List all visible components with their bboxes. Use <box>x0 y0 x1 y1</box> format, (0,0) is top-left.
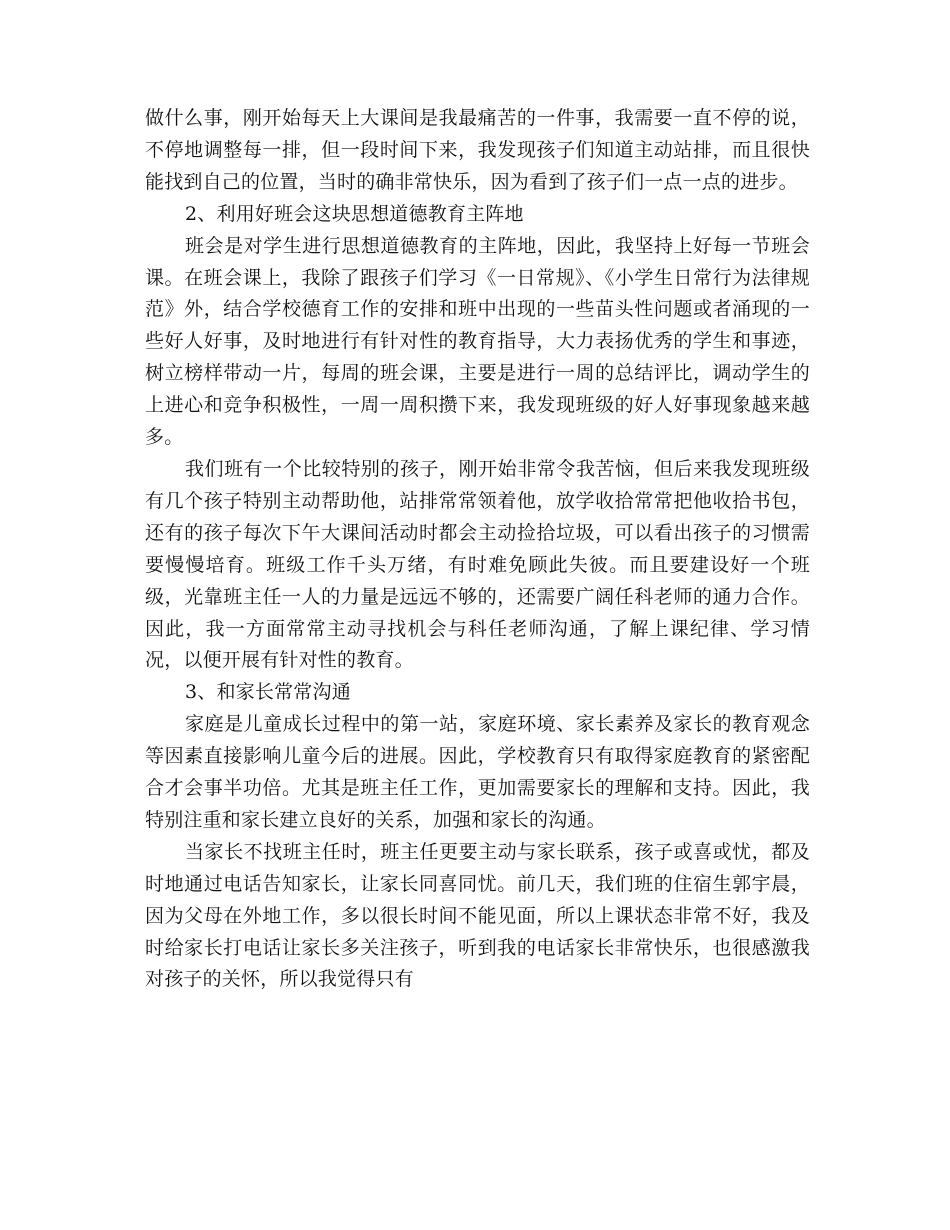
paragraph-class-meeting: 班会是对学生进行思想道德教育的主阵地，因此，我坚持上好每一节班会课。在班会课上，我除了跟孩子们学习《一日常规》、《小学生日常行为法律规范》外，结合学校德育工作的安排和班中出现的一些苗头性问题或者涌现的一些好人好事，及时地进行有针对性的教育指导，大力表扬优秀的学生和事迹，树立榜样带动一片，每周的班会课，主要是进行一周的总结评比，调动学生的上进心和竞争积极性，一周一周积攒下来，我发现班级的好人好事现象越来越多。 <box>145 234 810 449</box>
document-body <box>145 103 810 996</box>
paragraph-parent-contact: 当家长不找班主任时，班主任更要主动与家长联系，孩子或喜或忧，都及时地通过电话告知家长，让家长同喜同忧。前几天，我们班的住宿生郭宇晨，因为父母在外地工作，多以很长时间不能见面，所以上课状态非常不好，我及时给家长打电话让家长多关注孩子，听到我的电话家长非常快乐，也很感激我对孩子的关怀，所以我觉得只有 <box>145 840 810 991</box>
paragraph-special-child: 我们班有一个比较特别的孩子，刚开始非常令我苦恼，但后来我发现班级有几个孩子特别主动帮助他，站排常常领着他，放学收拾常常把他收拾书包，还有的孩子每次下午大课间活动时都会主动捡拾垃圾，可以看出孩子的习惯需要慢慢培育。班级工作千头万绪，有时难免顾此失彼。而且要建设好一个班级，光靠班主任一人的力量是远远不够的，还需要广阔任科老师的通力合作。因此，我一方面常常主动寻找机会与科任老师沟通，了解上课纪律、学习情况，以便开展有针对性的教育。 <box>145 457 810 672</box>
paragraph-family: 家庭是儿童成长过程中的第一站，家庭环境、家长素养及家长的教育观念等因素直接影响儿童今后的进展。因此，学校教育只有取得家庭教育的紧密配合才会事半功倍。尤其是班主任工作，更加需要家长的理解和支持。因此，我特别注重和家长建立良好的关系，加强和家长的沟通。 <box>145 713 810 831</box>
section-heading-3: 3、和家长常常沟通 <box>185 681 351 704</box>
paragraph-1: 做什么事，刚开始每天上大课间是我最痛苦的一件事，我需要一直不停的说，不停地调整每一排，但一段时间下来，我发现孩子们知道主动站排，而且很快能找到自己的位置，当时的确非常快乐，因为看到了孩子们一点一点的进步。 <box>145 107 810 193</box>
section-heading-2: 2、利用好班会这块思想道德教育主阵地 <box>185 202 524 225</box>
